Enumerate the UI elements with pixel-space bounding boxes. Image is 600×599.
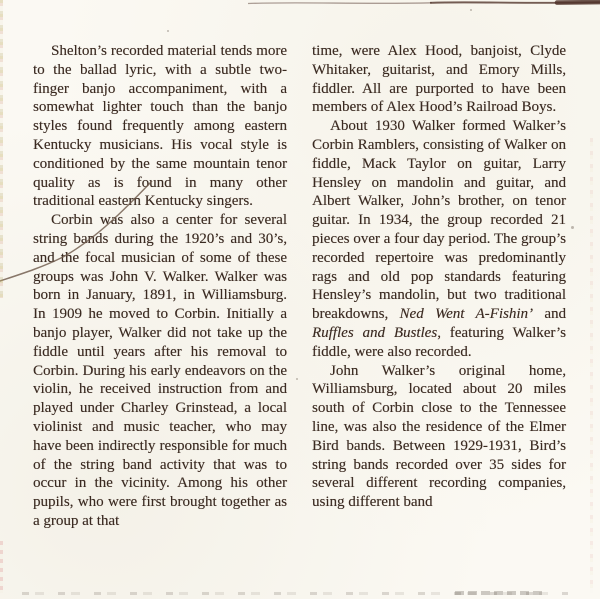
text-run: time, were Alex Hood, banjoist, Clyde Whitaker, guitarist, and Emory Mills, fiddler. All are purported to have been members of Alex Hood’s Railroad Boys.	[312, 43, 566, 116]
text-run: , featuring Walker’s fiddle, were also recorded.	[312, 324, 566, 360]
text-column-right	[312, 42, 566, 531]
top-edge-scan-line	[430, 2, 600, 3]
paragraph	[312, 362, 566, 512]
text-columns	[33, 42, 567, 531]
scan-speck	[571, 226, 574, 229]
scan-speck	[470, 9, 472, 11]
left-edge-speckle-bottom	[0, 541, 3, 593]
scan-speck	[167, 30, 169, 32]
paragraph	[312, 42, 566, 117]
italic-song-title: Ruffles and Bustles	[312, 324, 438, 341]
italic-song-title: Ned Went A-Fishin’	[399, 306, 534, 323]
paragraph	[33, 42, 287, 211]
bottom-edge-marks-dark	[455, 591, 545, 595]
text-column-left	[33, 42, 287, 531]
top-right-corner-blotch	[557, 2, 600, 3]
paragraph	[312, 117, 566, 361]
right-edge-speckle	[590, 138, 593, 593]
left-edge-speckle	[0, 0, 3, 298]
text-run: John Walker’s original home, Williamsburg, located about 20 miles south of Corbin close to the Tennessee line, was also the residence of the Elmer Bird bands. Between 1929-1931, Bird’s string bands recorded over 35 sides for several different recording companies, using different band	[312, 362, 566, 511]
top-edge-scan-line-faint	[248, 3, 432, 4]
scan-speck	[296, 378, 298, 380]
text-run: Corbin was also a center for several string bands during the 1920’s and 30’s, and the focal musician of some of these groups was John V. Walker. Walker was born in January, 1891, in Williamsburg. In 1909 he moved to Corbin. Initially a banjo player, Walker did not take up the fiddle until years after his removal to Corbin. During his early endeavors on the violin, he received instruction from and played under Charley Grinstead, a local violinist and music teacher, who may have been indirectly responsible for much of the string band activity that was to occur in the vicinity. Among his other pupils, who were first brought together as a group at that	[33, 212, 287, 529]
text-run: and	[533, 306, 566, 323]
text-run: About 1930 Walker formed Walker’s Corbin Ramblers, consisting of Walker on fiddle, Mack Taylor on guitar, Larry Hensley on mandolin and guitar, and Albert Walker, John’s brother, on tenor guitar. In 1934, the group recorded 21 pieces over a four day period. The group’s recorded repertoire was predominantly rags and old pop standards featuring Hensley’s mandolin, but two traditional breakdowns,	[312, 118, 566, 323]
paragraph	[33, 211, 287, 531]
text-run: Shelton’s recorded material tends more to the ballad lyric, with a subtle two-finger banjo accompaniment, with a somewhat lighter touch than the banjo styles found frequently among eastern Kentucky musicians. His vocal style is conditioned by the same mountain tenor quality as is found in many other traditional eastern Kentucky singers.	[33, 43, 287, 210]
